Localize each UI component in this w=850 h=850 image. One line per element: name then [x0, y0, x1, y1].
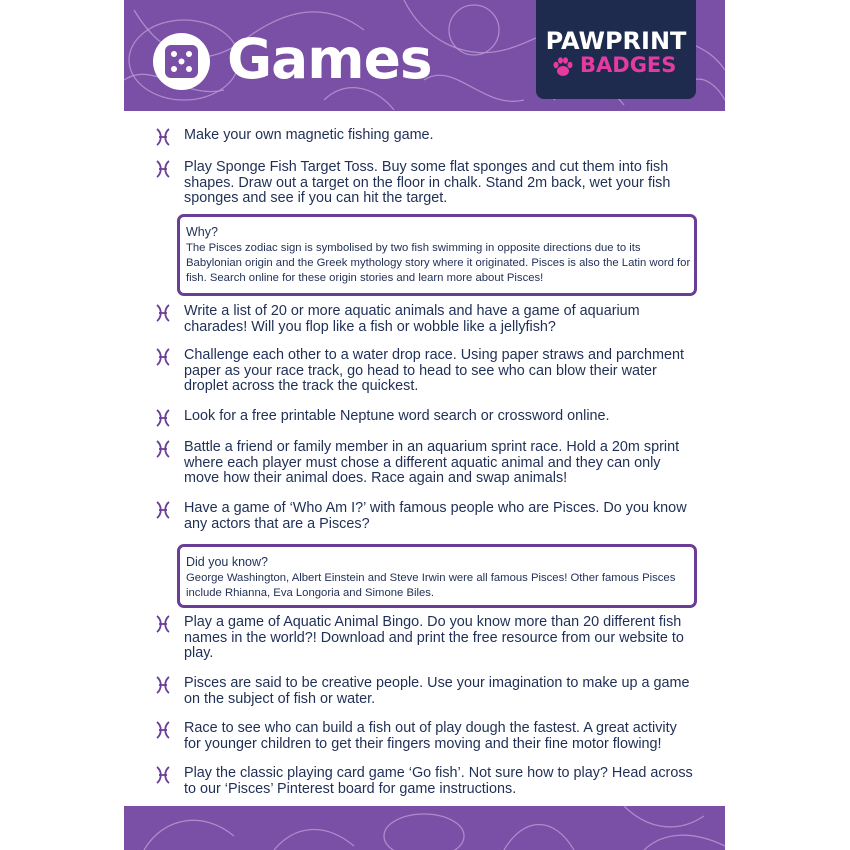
- list-item-text: Play a game of Aquatic Animal Bingo. Do you know more than 20 different fish names in the world?! Download and print the free resource from our website to play.: [184, 614, 684, 661]
- brand-name-line2: [554, 52, 696, 78]
- info-box-did-you-know: [177, 544, 697, 608]
- list-item-text: Challenge each other to a water drop race. Using paper straws and parchment paper as your race track, go head to head to see who can blow their water droplet across the track the quickest.: [184, 347, 684, 394]
- header-banner: [124, 0, 725, 111]
- decorative-sea-illustration: [124, 806, 725, 850]
- pisces-symbol-icon: [155, 409, 171, 427]
- list-item-text: Race to see who can build a fish out of play dough the fastest. A great activity for younger children to get their fingers moving and their fine motor flowing!: [184, 720, 677, 752]
- brand-name-line2-text: BADGES: [580, 53, 677, 77]
- brand-name-line1: PAWPRINT: [545, 27, 687, 55]
- pisces-symbol-icon: [155, 348, 171, 366]
- list-item-text: Have a game of ‘Who Am I?’ with famous people who are Pisces. Do you know any actors that are a Pisces?: [184, 500, 687, 532]
- dice-badge: [153, 33, 210, 90]
- activity-sheet: [124, 0, 725, 850]
- pisces-symbol-icon: [155, 501, 171, 519]
- dice-icon: [162, 42, 201, 81]
- pisces-symbol-icon: [155, 615, 171, 633]
- info-box-text: George Washington, Albert Einstein and Steve Irwin were all famous Pisces! Other famous Pisces include Rhianna, Eva Longoria and Simone Biles.: [186, 572, 676, 599]
- pisces-symbol-icon: [155, 766, 171, 784]
- list-item-text: Look for a free printable Neptune word search or crossword online.: [184, 408, 610, 424]
- pisces-symbol-icon: [155, 304, 171, 322]
- page-title: Games: [227, 27, 432, 91]
- pisces-symbol-icon: [155, 128, 171, 146]
- info-box-title: Why?: [186, 225, 218, 239]
- pisces-symbol-icon: [155, 676, 171, 694]
- pisces-symbol-icon: [155, 721, 171, 739]
- info-box-title: Did you know?: [186, 555, 268, 569]
- list-item-text: Pisces are said to be creative people. Use your imagination to make up a game on the subject of fish or water.: [184, 675, 690, 707]
- list-item-text: Play the classic playing card game ‘Go fish’. Not sure how to play? Head across to our ‘Pisces’ Pinterest board for game instructions.: [184, 765, 693, 797]
- list-item-text: Write a list of 20 or more aquatic animals and have a game of aquarium charades! Will you flop like a fish or wobble like a jellyfish?: [184, 303, 640, 335]
- list-item-text: Battle a friend or family member in an aquarium sprint race. Hold a 20m sprint where each player must chose a different aquatic animal and they can only move how their animal does. Race again and swap animals!: [184, 439, 680, 486]
- brand-logo: [536, 0, 696, 99]
- pisces-symbol-icon: [155, 160, 171, 178]
- info-box-why: [177, 214, 697, 296]
- pisces-symbol-icon: [155, 440, 171, 458]
- footer-banner: [124, 806, 725, 850]
- list-item-text: Play Sponge Fish Target Toss. Buy some flat sponges and cut them into fish shapes. Draw out a target on the floor in chalk. Stand 2m back, wet your fish sponges and see if you can hit the target.: [184, 159, 671, 206]
- info-box-text: The Pisces zodiac sign is symbolised by two fish swimming in opposite directions due to its Babylonian origin and the Greek mythology story where it originated. Pisces is also the Latin word for fish. Search online for these origin stories and learn more about Pisces!: [186, 242, 691, 284]
- list-item-text: Make your own magnetic fishing game.: [184, 127, 434, 143]
